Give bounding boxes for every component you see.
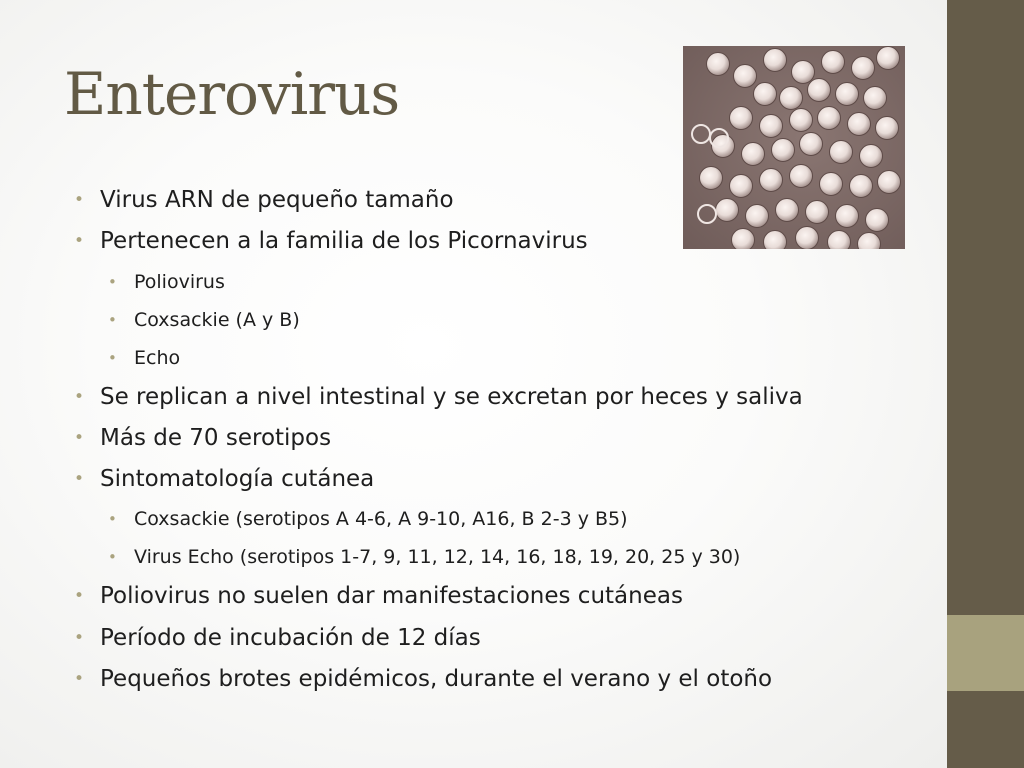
bullet-marker: • xyxy=(74,427,85,448)
bullet-marker: • xyxy=(108,310,117,329)
slide-title: Enterovirus xyxy=(64,60,400,128)
bullet-marker: • xyxy=(74,586,85,607)
bullet-marker: • xyxy=(74,231,85,252)
bullet-item xyxy=(74,377,934,418)
bullet-item xyxy=(74,659,934,700)
sidebar-accent xyxy=(947,615,1024,691)
virus-particle xyxy=(730,107,753,130)
sub-bullet-item xyxy=(74,301,934,339)
virus-particle xyxy=(707,53,730,76)
bullet-item xyxy=(74,618,934,659)
bullet-text: Virus Echo (serotipos 1-7, 9, 11, 12, 14, 16, 18, 19, 20, 25 y 30) xyxy=(134,546,741,569)
virus-particle xyxy=(876,117,899,140)
virus-particle xyxy=(864,87,887,110)
virus-particle xyxy=(792,61,815,84)
virus-particle xyxy=(772,139,795,162)
bullet-item xyxy=(74,418,934,459)
bullet-text: Poliovirus xyxy=(134,270,225,293)
bullet-marker: • xyxy=(74,386,85,407)
bullet-text: Más de 70 serotipos xyxy=(100,424,332,451)
virus-particle xyxy=(780,87,803,110)
virus-particle xyxy=(877,47,900,70)
sub-bullet-item xyxy=(74,339,934,377)
bullet-marker: • xyxy=(74,190,85,210)
virus-particle xyxy=(822,51,845,74)
bullet-marker: • xyxy=(74,669,85,690)
bullet-text: Virus ARN de pequeño tamaño xyxy=(100,187,454,213)
virus-particle xyxy=(742,143,765,166)
bullet-list xyxy=(74,180,934,700)
virus-particle xyxy=(790,109,813,132)
bullet-marker: • xyxy=(74,469,85,490)
virus-particle xyxy=(860,145,883,168)
bullet-marker: • xyxy=(108,510,117,529)
sub-bullet-item xyxy=(74,500,934,538)
bullet-text: Pertenecen a la familia de los Picornavirus xyxy=(100,228,588,255)
virus-particle xyxy=(800,133,823,156)
bullet-marker: • xyxy=(108,272,117,291)
bullet-marker: • xyxy=(74,627,85,648)
virus-particle xyxy=(734,65,757,88)
virus-particle xyxy=(808,79,831,102)
virus-particle xyxy=(760,115,783,138)
virus-particle xyxy=(830,141,853,164)
bullet-text: Sintomatología cutánea xyxy=(100,466,375,493)
bullet-text: Período de incubación de 12 días xyxy=(100,624,481,651)
virus-particle xyxy=(852,57,875,80)
bullet-marker: • xyxy=(108,548,117,567)
virus-particle xyxy=(764,49,787,72)
bullet-text: Coxsackie (serotipos A 4-6, A 9-10, A16, B 2-3 y B5) xyxy=(134,508,628,531)
bullet-text: Pequeños brotes epidémicos, durante el verano y el otoño xyxy=(100,666,773,693)
bullet-text: Poliovirus no suelen dar manifestaciones cutáneas xyxy=(100,583,683,610)
sub-bullet-item xyxy=(74,538,934,576)
bullet-item xyxy=(74,576,934,617)
bullet-item xyxy=(74,459,934,500)
bullet-item xyxy=(74,221,934,262)
virus-particle xyxy=(754,83,777,106)
bullet-text: Se replican a nivel intestinal y se excretan por heces y saliva xyxy=(100,383,803,410)
bullet-text: Echo xyxy=(134,346,181,369)
virus-particle xyxy=(836,83,859,106)
bullet-item xyxy=(74,180,934,221)
bullet-text: Coxsackie (A y B) xyxy=(134,308,300,331)
virus-particle xyxy=(848,113,871,136)
virus-particle xyxy=(818,107,841,130)
bullet-marker: • xyxy=(108,348,117,367)
sub-bullet-item xyxy=(74,263,934,301)
